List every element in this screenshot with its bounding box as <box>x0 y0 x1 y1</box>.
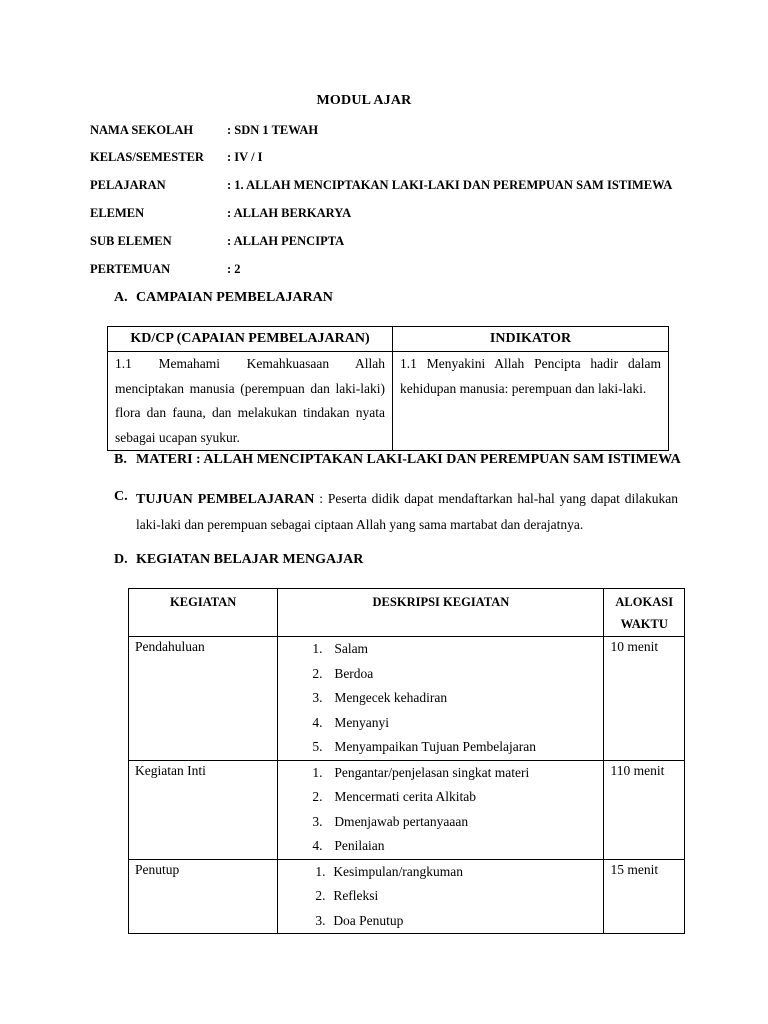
section-title: KEGIATAN BELAJAR MENGAJAR <box>136 552 364 567</box>
list-item: 2. Berdoa <box>312 665 374 681</box>
list-item: 1. Pengantar/penjelasan singkat materi <box>312 764 530 780</box>
header-alokasi-line1: ALOKASI <box>615 595 674 609</box>
activity-list <box>312 637 597 760</box>
info-label: PERTEMUAN <box>90 262 171 276</box>
table-cell-kegiatan: Penutup <box>129 859 278 934</box>
section-title: CAMPAIAN PEMBELAJARAN <box>136 290 333 305</box>
section-title: MATERI : ALLAH MENCIPTAKAN LAKI-LAKI DAN PEREMPUAN SAM ISTIMEWA <box>136 452 681 467</box>
section-c-text: : Peserta didik dapat mendaftarkan hal-hal yang dapat dilakukan laki-laki dan perempuan sebagai ciptaan Allah yang sama martabat dan derajatnya. <box>136 491 678 532</box>
list-item: 4. Menyanyi <box>312 714 390 730</box>
info-value: : SDN 1 TEWAH <box>227 123 319 137</box>
section-a-heading <box>114 290 333 306</box>
info-value: : 2 <box>227 262 241 276</box>
table-cell-alokasi: 10 menit <box>604 637 685 761</box>
section-title: TUJUAN PEMBELAJARAN <box>136 492 315 507</box>
list-item: 4. Penilaian <box>312 838 385 853</box>
section-letter: B. <box>114 452 127 467</box>
table-header-row <box>129 589 685 637</box>
section-letter: A. <box>114 290 128 305</box>
info-value: : ALLAH PENCIPTA <box>227 234 345 248</box>
table-row <box>129 637 685 761</box>
column-header-deskripsi: DESKRIPSI KEGIATAN <box>278 589 604 637</box>
activity-list <box>312 761 597 859</box>
info-value: : ALLAH BERKARYA <box>227 206 352 220</box>
info-label: KELAS/SEMESTER <box>90 150 204 164</box>
table-cell-alokasi: 15 menit <box>604 859 685 934</box>
table-header-row <box>108 327 669 352</box>
list-item: 1. Salam <box>312 641 369 656</box>
table-row <box>129 859 685 934</box>
header-alokasi-line2: WAKTU <box>620 617 668 631</box>
section-letter: C. <box>114 489 128 504</box>
section-letter: D. <box>114 552 128 567</box>
table-cell-deskripsi <box>278 760 604 859</box>
table-row <box>108 352 669 451</box>
info-label: ELEMEN <box>90 206 145 220</box>
table-cell-kegiatan: Kegiatan Inti <box>129 760 278 859</box>
list-item: 5. Menyampaikan Tujuan Pembelajaran <box>312 739 537 754</box>
column-header-alokasi <box>604 589 685 637</box>
column-header-cp: KD/CP (CAPAIAN PEMBELAJARAN) <box>108 327 393 352</box>
document-title: MODUL AJAR <box>316 93 412 108</box>
activity-table <box>128 588 685 934</box>
info-label: PELAJARAN <box>90 178 166 192</box>
learning-outcomes-table <box>107 326 669 451</box>
list-item: 3. Mengecek kehadiran <box>312 690 448 705</box>
section-c-letter <box>114 489 136 505</box>
info-label: SUB ELEMEN <box>90 234 172 248</box>
section-c-paragraph <box>136 486 678 537</box>
section-d-heading <box>114 552 363 568</box>
info-value: : IV / I <box>227 150 263 164</box>
list-item: 1. Kesimpulan/rangkuman <box>315 863 464 879</box>
column-header-kegiatan: KEGIATAN <box>129 589 278 637</box>
column-header-indikator: INDIKATOR <box>393 327 669 352</box>
info-value: : 1. ALLAH MENCIPTAKAN LAKI-LAKI DAN PEREMPUAN SAM ISTIMEWA <box>227 178 673 192</box>
table-row <box>129 760 685 859</box>
table-cell-deskripsi <box>278 859 604 934</box>
table-cell-indikator: 1.1 Menyakini Allah Pencipta hadir dalam kehidupan manusia: perempuan dan laki-laki. <box>393 352 669 451</box>
info-label: NAMA SEKOLAH <box>90 123 194 137</box>
table-cell-alokasi: 110 menit <box>604 760 685 859</box>
table-cell-cp: 1.1 Memahami Kemahkuasaan Allah menciptakan manusia (perempuan dan laki-laki) flora dan fauna, dan melakukan tindakan nyata sebagai ucapan syukur. <box>108 352 393 451</box>
list-item: 3. Dmenjawab pertanyaaan <box>312 813 469 829</box>
table-cell-kegiatan: Pendahuluan <box>129 637 278 761</box>
list-item: 3. Doa Penutup <box>315 912 404 928</box>
table-cell-deskripsi <box>278 637 604 761</box>
list-item: 2. Mencermati cerita Alkitab <box>312 789 477 804</box>
activity-list <box>315 860 597 934</box>
list-item: 2. Refleksi <box>315 888 379 903</box>
section-b-heading <box>114 452 681 468</box>
